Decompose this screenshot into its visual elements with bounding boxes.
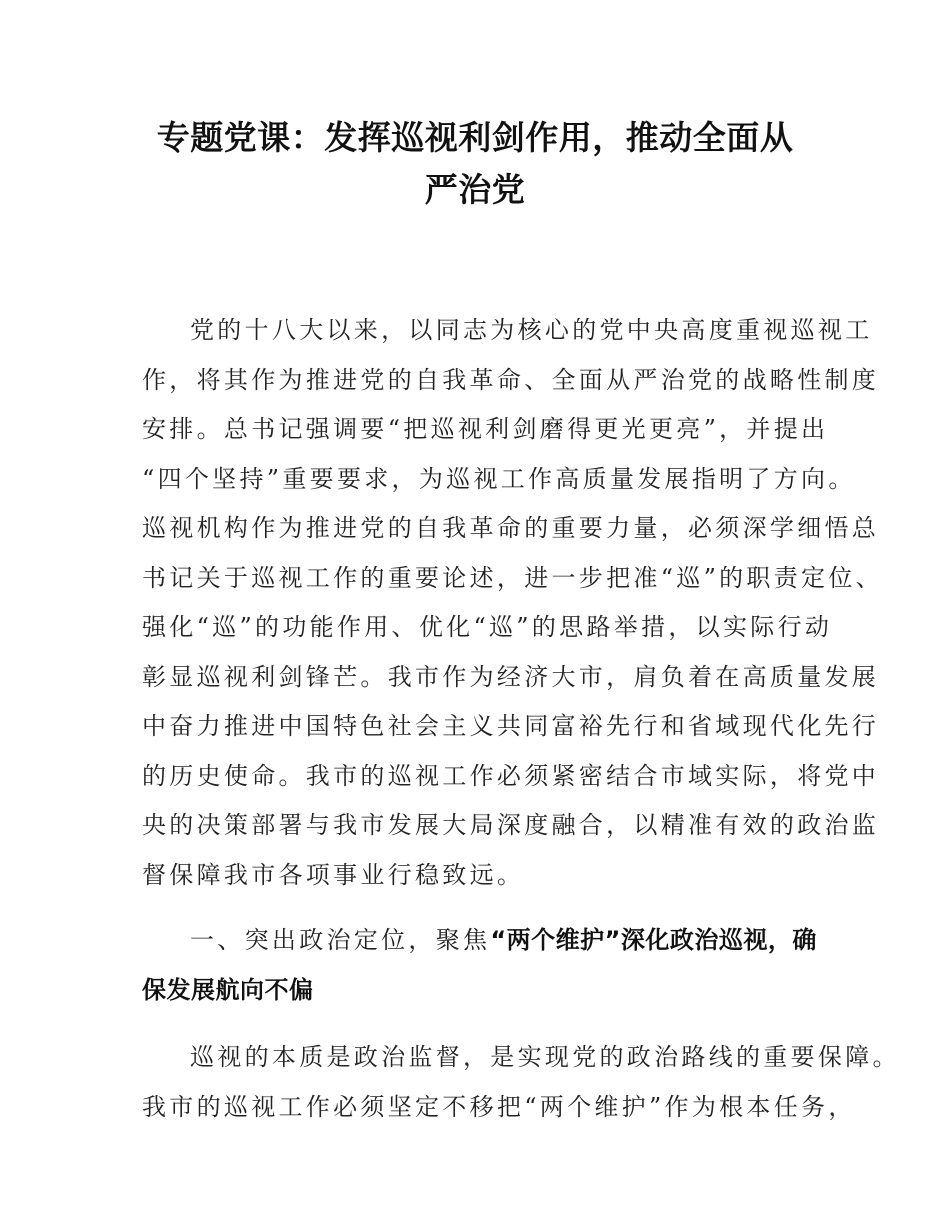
title-line-2: 严治党 [424, 170, 526, 209]
text-line: 书记关于巡视工作的重要论述，进一步把准“巡”的职责定位、 [142, 563, 883, 592]
heading-bold-text: 保发展航向不偏 [142, 975, 314, 1004]
text-line: 督保障我市各项事业行稳致远。 [142, 860, 525, 889]
paragraph-section-1 [142, 1033, 900, 1132]
text-line: 强化“巡”的功能作用、优化“巡”的思路举措，以实际行动 [142, 613, 833, 641]
text-line: 巡视机构作为推进党的自我革命的重要力量，必须深学细悟总 [142, 514, 880, 542]
heading-plain-text: 一、突出政治定位，聚焦 [190, 926, 491, 954]
heading-bold-text: “两个维护”深化政治巡视，确 [490, 926, 817, 954]
text-line: 央的决策部署与我市发展大局深度融合，以精准有效的政治监 [142, 811, 880, 839]
text-line: 中奋力推进中国特色社会主义共同富裕先行和省域现代化先行 [142, 712, 880, 740]
document-title [120, 112, 830, 216]
text-line: 我市的巡视工作必须坚定不移把“两个维护”作为根本任务， [142, 1092, 856, 1121]
section-heading-1 [142, 916, 817, 1015]
text-line: “四个坚持”重要要求，为巡视工作高质量发展指明了方向。 [142, 464, 856, 493]
text-line: 作，将其作为推进党的自我革命、全面从严治党的战略性制度 [142, 365, 880, 394]
title-line-1: 专题党课：发挥巡视利剑作用，推动全面从 [156, 118, 794, 157]
text-line: 巡视的本质是政治监督，是实现党的政治路线的重要保障。 [190, 1043, 900, 1071]
document-body [142, 306, 900, 1132]
text-line: 的历史使命。我市的巡视工作必须紧密结合市域实际，将党中 [142, 761, 880, 790]
heading-line [142, 916, 817, 966]
text-line: 党的十八大以来，以同志为核心的党中央高度重视巡视工 [190, 316, 873, 344]
text-line: 安排。总书记强调要“把巡视利剑磨得更光更亮”，并提出 [142, 415, 829, 443]
paragraph-intro [142, 306, 883, 900]
text-line: 彰显巡视利剑锋芒。我市作为经济大市，肩负着在高质量发展 [142, 662, 880, 691]
heading-line [142, 966, 814, 1016]
